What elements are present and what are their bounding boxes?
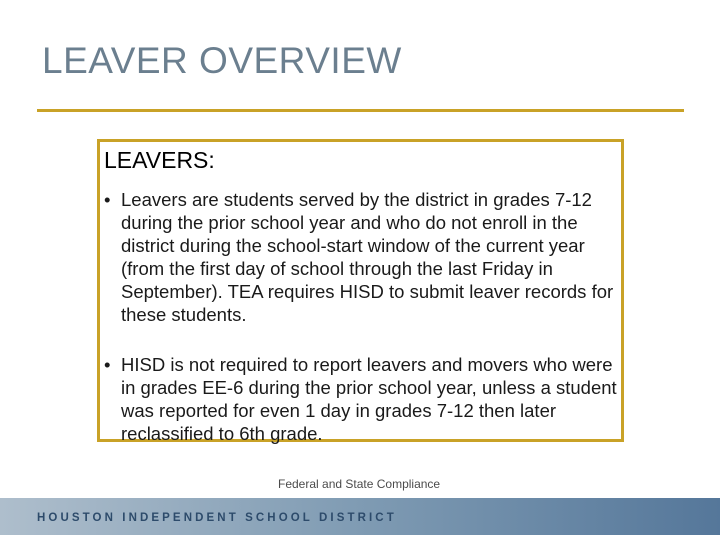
bullet-item bbox=[104, 353, 624, 445]
bullet-marker: • bbox=[104, 189, 111, 210]
bullet-marker: • bbox=[104, 354, 111, 375]
bullet-item bbox=[104, 188, 624, 326]
box-heading: LEAVERS: bbox=[104, 147, 215, 173]
bullet-text: HISD is not required to report leavers and movers who were in grades EE-6 during the prior school year, unless a student was reported for even 1 day in grades 7-12 then later reclassified to 6th grade. bbox=[121, 354, 617, 444]
page-number: 4 bbox=[669, 479, 676, 493]
bullet-text: Leavers are students served by the district in grades 7-12 during the prior school year and who do not enroll in the district during the school-start window of the current year (from the first day of school through the last Friday in September). TEA requires HISD to submit leaver records for these students. bbox=[121, 189, 614, 325]
footer-organization-logo: HOUSTON INDEPENDENT SCHOOL DISTRICT bbox=[37, 512, 397, 524]
slide-title: LEAVER OVERVIEW bbox=[42, 40, 402, 81]
title-divider bbox=[37, 109, 684, 112]
footer-center-text: Federal and State Compliance bbox=[278, 477, 441, 491]
